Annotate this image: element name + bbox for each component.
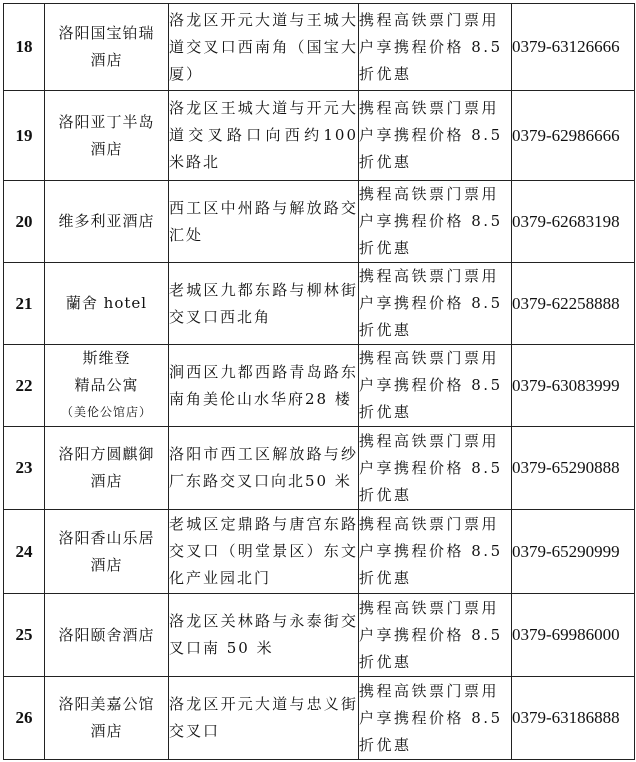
hotel-name-line: 斯维登 <box>82 349 131 367</box>
hotel-address: 洛阳市西工区解放路与纱厂东路交叉口向北50 米 <box>169 427 359 510</box>
row-number: 18 <box>4 4 45 91</box>
table-row <box>4 345 635 427</box>
table-row <box>4 181 635 263</box>
discount-offer: 携程高铁票门票用户享携程价格 8.5 折优惠 <box>359 345 512 427</box>
hotel-address: 洛龙区关林路与永泰街交叉口南 50 米 <box>169 594 359 677</box>
hotel-address: 老城区定鼎路与唐宫东路交叉口（明堂景区）东文化产业园北门 <box>169 510 359 594</box>
hotel-name-line: 洛阳美嘉公馆 <box>58 695 155 713</box>
hotel-discount-table <box>3 3 635 760</box>
hotel-name-line: 酒店 <box>90 555 123 574</box>
hotel-name-line: 洛阳亚丁半岛 <box>58 112 155 131</box>
table-row <box>4 427 635 510</box>
row-number: 25 <box>4 594 45 677</box>
hotel-phone: 0379-65290999 <box>512 510 635 594</box>
hotel-phone: 0379-63083999 <box>512 345 635 427</box>
discount-offer: 携程高铁票门票用户享携程价格 8.5 折优惠 <box>359 510 512 594</box>
hotel-name-line: 蘭舍 hotel <box>65 294 148 312</box>
hotel-name-line: 酒店 <box>90 139 123 158</box>
row-number: 26 <box>4 677 45 760</box>
table-row <box>4 677 635 760</box>
row-number: 19 <box>4 91 45 181</box>
hotel-name-line: 洛阳颐舍酒店 <box>58 625 155 644</box>
hotel-name-line: 酒店 <box>90 51 123 69</box>
table-body <box>4 4 635 760</box>
hotel-phone: 0379-63126666 <box>512 4 635 91</box>
row-number: 22 <box>4 345 45 427</box>
hotel-name <box>45 677 169 760</box>
hotel-name-line: 酒店 <box>90 722 123 740</box>
hotel-name-line: 酒店 <box>90 472 123 490</box>
row-number: 20 <box>4 181 45 263</box>
hotel-phone: 0379-62986666 <box>512 91 635 181</box>
hotel-name-line: 洛阳国宝铂瑞 <box>58 24 155 42</box>
hotel-phone: 0379-63186888 <box>512 677 635 760</box>
hotel-name-line: 洛阳香山乐居 <box>58 528 155 547</box>
table-row <box>4 263 635 345</box>
row-number: 21 <box>4 263 45 345</box>
hotel-address: 涧西区九都西路青岛路东南角美伦山水华府28 楼 <box>169 345 359 427</box>
hotel-name-line: 维多利亚酒店 <box>58 212 155 230</box>
hotel-address: 洛龙区开元大道与王城大道交叉口西南角（国宝大厦） <box>169 4 359 91</box>
hotel-phone: 0379-62683198 <box>512 181 635 263</box>
hotel-address: 老城区九都东路与柳林街交叉口西北角 <box>169 263 359 345</box>
table-row <box>4 91 635 181</box>
hotel-name <box>45 427 169 510</box>
hotel-address: 洛龙区开元大道与忠义街交叉口 <box>169 677 359 760</box>
hotel-name <box>45 594 169 677</box>
hotel-name-line: （美伦公馆店） <box>60 405 152 419</box>
hotel-phone: 0379-62258888 <box>512 263 635 345</box>
discount-offer: 携程高铁票门票用户享携程价格 8.5 折优惠 <box>359 594 512 677</box>
discount-offer: 携程高铁票门票用户享携程价格 8.5 折优惠 <box>359 427 512 510</box>
discount-offer: 携程高铁票门票用户享携程价格 8.5 折优惠 <box>359 4 512 91</box>
hotel-name <box>45 345 169 427</box>
hotel-name <box>45 263 169 345</box>
hotel-name <box>45 181 169 263</box>
hotel-phone: 0379-65290888 <box>512 427 635 510</box>
table-row <box>4 594 635 677</box>
hotel-phone: 0379-69986000 <box>512 594 635 677</box>
hotel-name <box>45 4 169 91</box>
hotel-name <box>45 91 169 181</box>
table-row <box>4 4 635 91</box>
row-number: 23 <box>4 427 45 510</box>
hotel-name-line: 洛阳方圆麒御 <box>58 445 155 463</box>
discount-offer: 携程高铁票门票用户享携程价格 8.5 折优惠 <box>359 91 512 181</box>
table-row <box>4 510 635 594</box>
hotel-address: 西工区中州路与解放路交汇处 <box>169 181 359 263</box>
row-number: 24 <box>4 510 45 594</box>
hotel-address: 洛龙区王城大道与开元大道交叉路口向西约100 米路北 <box>169 91 359 181</box>
discount-offer: 携程高铁票门票用户享携程价格 8.5 折优惠 <box>359 181 512 263</box>
hotel-name-line: 精品公寓 <box>74 376 139 394</box>
hotel-name <box>45 510 169 594</box>
discount-offer: 携程高铁票门票用户享携程价格 8.5 折优惠 <box>359 677 512 760</box>
discount-offer: 携程高铁票门票用户享携程价格 8.5 折优惠 <box>359 263 512 345</box>
